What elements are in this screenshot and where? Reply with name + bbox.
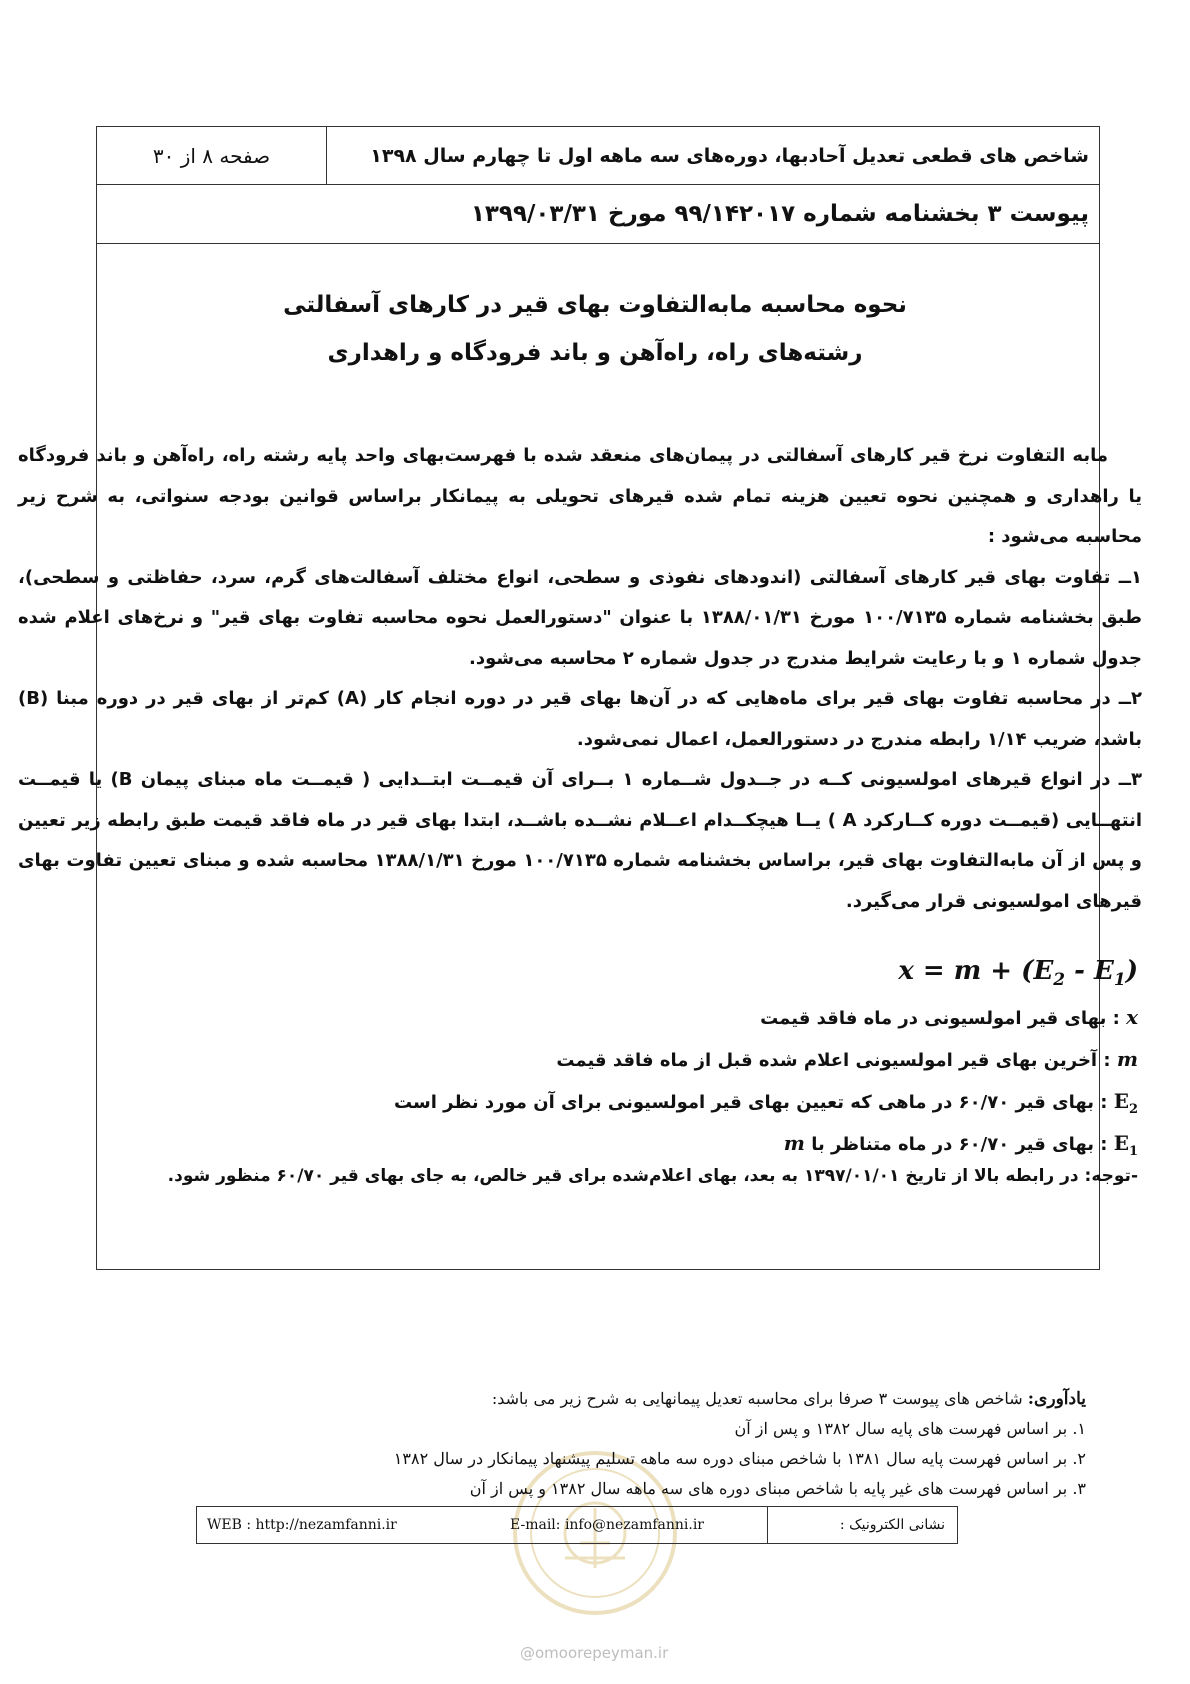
reminder-title: یادآوری:	[1027, 1389, 1086, 1409]
contact-box	[196, 1506, 958, 1544]
symbol-letter: E	[1113, 1089, 1129, 1113]
item-2: ۲ــ در محاسبه تفاوت بهای قیر برای ماه‌هایی که در آن‌ها بهای قیر در دوره انجام کار (A) کم‌تر از بهای قیر در دوره مبنا (B) باشد، ضریب ۱/۱۴ رابطه مندرج در دستورالعمل، اعمال نمی‌شود.	[18, 688, 1142, 750]
definition-m	[18, 1038, 1138, 1080]
definition-e2	[18, 1080, 1138, 1122]
definition-e1	[18, 1122, 1138, 1164]
formula-lhs: x	[898, 956, 914, 986]
symbol-m-tail: m	[783, 1131, 805, 1155]
reminder-item-3: ۳. بر اساس فهرست های غیر پایه با شاخص مبنای دوره های سه ماهه سال ۱۳۸۲ و پس از آن	[469, 1479, 1086, 1498]
document-title: شاخص های قطعی تعدیل آحادبها، دوره‌های سه ماهه اول تا چهارم سال ۱۳۹۸	[370, 144, 1089, 167]
symbol-e1	[1113, 1131, 1138, 1159]
reminder-item-2: ۲. بر اساس فهرست پایه سال ۱۳۸۱ با شاخص مبنای دوره سه ماهه تسلیم پیشنهاد پیمانکار در سال ۱۳۸۲	[393, 1449, 1086, 1468]
symbol-e2	[1113, 1089, 1138, 1117]
formula-plus: + (	[981, 956, 1034, 986]
section-heading-line-1: نحوه محاسبه مابه‌التفاوت بهای قیر در کارهای آسفالتی	[283, 292, 907, 318]
reminder-item-1: ۱. بر اساس فهرست های پایه سال ۱۳۸۲ و پس از آن	[734, 1419, 1086, 1438]
section-heading-line-2: رشته‌های راه، راه‌آهن و باند فرودگاه و راهداری	[327, 340, 863, 366]
note: -توجه: در رابطه بالا از تاریخ ۱۳۹۷/۰۱/۰۱ به بعد، بهای اعلام‌شده برای قیر خالص، به جای بهای قیر ۶۰/۷۰ منظور شود.	[167, 1166, 1138, 1186]
symbol-m: m	[1116, 1047, 1138, 1071]
definition-text: : آخرین بهای قیر امولسیونی اعلام شده قبل از ماه فاقد قیمت	[556, 1050, 1117, 1071]
formula-close: )	[1125, 956, 1138, 986]
symbol-subscript: 1	[1128, 1144, 1138, 1159]
formula	[898, 956, 1138, 990]
formula-m: m	[953, 956, 982, 986]
reminder-intro: شاخص های پیوست ۳ صرفا برای محاسبه تعدیل پیمانهایی به شرح زیر می باشد:	[491, 1389, 1028, 1408]
body-text	[18, 436, 1142, 922]
definition-x	[18, 996, 1138, 1038]
document-subtitle: پیوست ۳ بخشنامه شماره ۹۹/۱۴۲۰۱۷ مورخ ۱۳۹۹/۰۳/۳۱	[97, 184, 1099, 244]
formula-sub-1: 1	[1113, 970, 1126, 991]
header-row	[97, 127, 1099, 185]
formula-e2: E	[1033, 956, 1054, 986]
item-3: ۳ــ در انواع قیرهای امولسیونی کــه در جــدول شــماره ۱ بــرای آن قیمــت ابتــدایی ( قیمــت ماه مبنای پیمان B) یا قیمــت انتهــایی (قیمــت دوره کــارکرد A ) یــا هیچکــدام اعــلام نشــده باشــد، ابتدا بهای قیر در ماه فاقد قیمت طبق رابطه زیر تعیین و پس از آن مابه‌التفاوت بهای قیر، براساس بخشنامه شماره ۱۰۰/۷۱۳۵ مورخ ۱۳۸۸/۱/۳۱ محاسبه شده و مبنای تعیین تفاوت بهای قیرهای امولسیونی قرار می‌گیرد.	[18, 769, 1142, 912]
formula-eq: =	[913, 956, 954, 986]
symbol-letter: E	[1113, 1131, 1129, 1155]
definition-text: : بهای قیر امولسیونی در ماه فاقد قیمت	[760, 1008, 1127, 1029]
formula-minus: -	[1065, 956, 1095, 986]
intro-paragraph: مابه التفاوت نرخ قیر کارهای آسفالتی در پیمان‌های منعقد شده با فهرست‌بهای واحد پایه رشته راه، راه‌آهن و باند فرودگاه یا راهداری و همچنین نحوه تعیین هزینه تمام شده قیرهای تحویلی به پیمانکار براساس قوانین بودجه سنواتی، به شرح زیر محاسبه می‌شود :	[18, 445, 1142, 547]
formula-sub-2: 2	[1053, 970, 1066, 991]
reminder	[394, 1384, 1086, 1504]
page-number: صفحه ۸ از ۳۰	[97, 127, 327, 184]
contact-website[interactable]: WEB : http://nezamfanni.ir	[207, 1517, 397, 1533]
definitions	[18, 996, 1138, 1164]
formula-e1: E	[1094, 956, 1114, 986]
symbol-subscript: 2	[1128, 1102, 1138, 1117]
reminder-header	[394, 1384, 1086, 1414]
item-1: ۱ــ تفاوت بهای قیر کارهای آسفالتی (اندودهای نفوذی و سطحی، انواع مختلف آسفالت‌های گرم، سرد، حفاظتی و سطحی)، طبق بخشنامه شماره ۱۰۰/۷۱۳۵ مورخ ۱۳۸۸/۰۱/۳۱ با عنوان "دستورالعمل نحوه محاسبه تفاوت بهای قیر" و نرخ‌های اعلام شده جدول شماره ۱ و با رعایت شرایط مندرج در جدول شماره ۲ محاسبه می‌شود.	[18, 566, 1142, 669]
contact-label: نشانی الکترونیک :	[767, 1507, 957, 1543]
definition-text: : بهای قیر ۶۰/۷۰ در ماه متناظر با	[804, 1134, 1114, 1155]
contact-email[interactable]: E-mail: info@nezamfanni.ir	[509, 1517, 705, 1533]
definition-text: : بهای قیر ۶۰/۷۰ در ماهی که تعیین بهای قیر امولسیونی برای آن مورد نظر است	[393, 1092, 1114, 1113]
site-watermark: @omoorepeyman.ir	[520, 1644, 669, 1662]
symbol-x: x	[1126, 1005, 1138, 1029]
